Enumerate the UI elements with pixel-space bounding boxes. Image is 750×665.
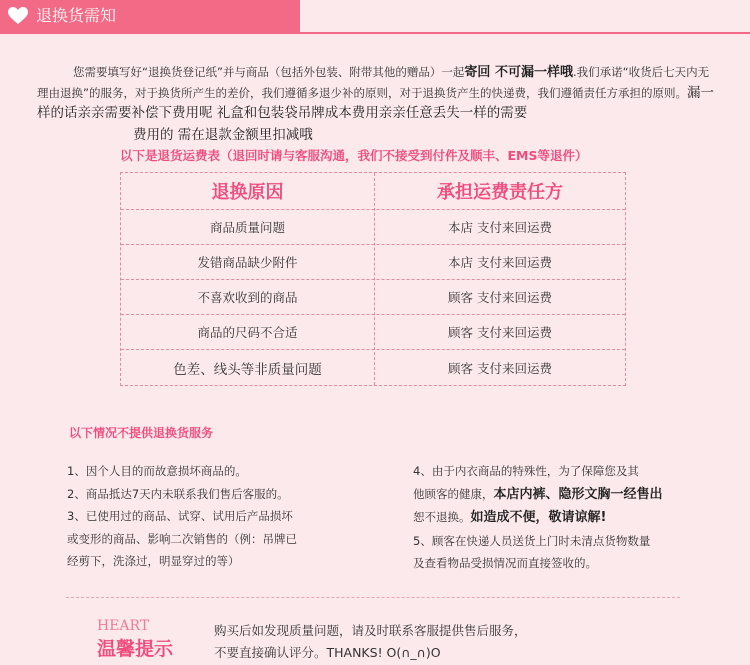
intro-emphasis: 寄回 不可漏一样哦 xyxy=(464,65,573,80)
list-text: 恕不退换。 xyxy=(413,510,471,524)
fee-table xyxy=(120,172,626,386)
table-cell-reason: 商品质量问题 xyxy=(209,220,285,235)
list-item: 5、顾客在快递人员送货上门时未清点货物数量 xyxy=(413,533,651,548)
no-return-title: 以下情况不提供退换货服务 xyxy=(69,426,214,440)
tip-text xyxy=(214,620,527,664)
intro-text-a: 您需要填写好“退换货登记纸”并与商品（包括外包装、附带其他的赠品）一起 xyxy=(73,65,465,79)
intro-paragraph-end: 费用的 需在退款金额里扣减哦 xyxy=(133,127,313,143)
tip-line: 购买后如发现质量问题，请及时联系客服提供售后服务， xyxy=(214,623,527,638)
table-header-row xyxy=(121,173,625,209)
heart-wordmark: HEART xyxy=(97,618,150,634)
list-item xyxy=(413,506,733,530)
fee-table-title: 以下是退货运费表（退回时请与客服沟通，我们不接受到付件及顺丰、EMS等退件） xyxy=(120,148,588,163)
table-cell-reason: 不喜欢收到的商品 xyxy=(197,290,298,305)
no-return-list-left xyxy=(67,460,367,573)
list-emphasis: 如造成不便，敬请谅解! xyxy=(470,510,607,525)
table-cell-payer: 顾客 支付来回运费 xyxy=(448,290,552,305)
tip-title: 温馨提示 xyxy=(97,638,174,660)
header-underline xyxy=(0,32,750,34)
table-cell-payer: 本店 支付来回运费 xyxy=(448,255,552,270)
intro-text-c: .我们承诺“收货后七天内无理由退换”的服务，对于换货所产生的差价，我们遵循多退少补的原则，对于退换货产生的快递费，我们遵循责任方承担的原则。 xyxy=(37,65,710,100)
table-header-reason: 退换原因 xyxy=(211,182,284,203)
list-item: 经剪下，洗涤过，明显穿过的等） xyxy=(67,554,240,568)
table-cell-reason: 发错商品缺少附件 xyxy=(197,255,298,270)
table-cell-reason: 色差、线头等非质量问题 xyxy=(173,361,322,378)
list-item: 3、已使用过的商品、试穿、试用后产品损坏 xyxy=(67,509,293,523)
table-cell-reason: 商品的尺码不合适 xyxy=(197,325,298,340)
section-divider xyxy=(66,597,680,598)
table-cell-payer: 顾客 支付来回运费 xyxy=(448,325,552,340)
list-item: 及查看物品受损情况而直接签收的。 xyxy=(413,556,597,570)
list-item: 1、因个人目的而故意损坏商品的。 xyxy=(67,464,247,478)
heart-icon xyxy=(8,7,28,25)
table-row xyxy=(121,244,625,279)
list-text: 他顾客的健康， xyxy=(413,486,494,501)
header xyxy=(0,0,750,36)
intro-paragraph xyxy=(37,62,717,123)
table-row xyxy=(121,314,625,349)
list-item: 4、由于内衣商品的特殊性，为了保障您及其 xyxy=(413,464,639,478)
list-item: 或变形的商品、影响二次销售的（例：吊牌已 xyxy=(67,531,297,546)
table-cell-payer: 本店 支付来回运费 xyxy=(448,220,552,235)
no-return-list-right xyxy=(413,460,733,575)
page-title: 退换货需知 xyxy=(36,6,117,25)
table-row xyxy=(121,349,625,385)
list-item xyxy=(413,483,733,507)
tip-line: 不要直接确认评分。THANKS! O(∩_∩)O xyxy=(214,645,441,660)
table-cell-payer: 顾客 支付来回运费 xyxy=(448,360,552,376)
table-row xyxy=(121,209,625,244)
intro-text-d: 漏一样的话亲亲需要补偿下费用呢 礼盒和包装袋吊牌成本费用亲亲任意丢失一样的需要 xyxy=(37,85,714,121)
table-row xyxy=(121,279,625,314)
table-header-payer: 承担运费责任方 xyxy=(437,182,563,203)
list-emphasis: 本店内裤、隐形文胸一经售出 xyxy=(493,486,663,502)
list-item: 2、商品抵达7天内未联系我们售后客服的。 xyxy=(67,486,289,501)
